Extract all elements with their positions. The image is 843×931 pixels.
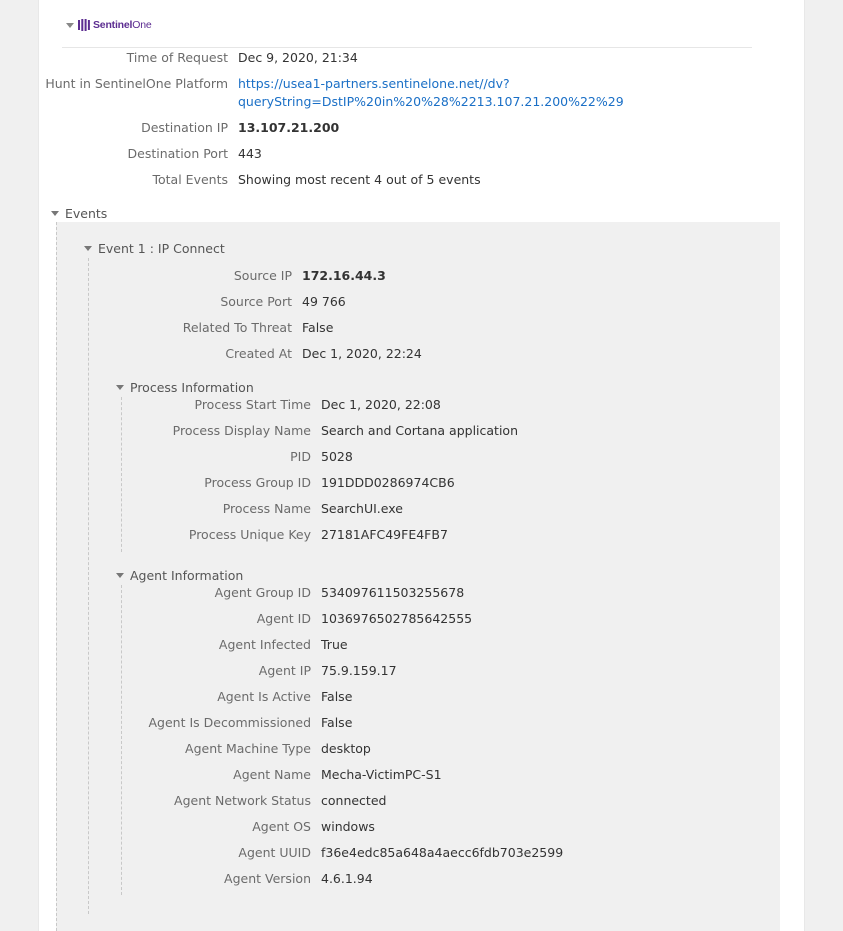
field-value: desktop (321, 741, 371, 756)
brand-header[interactable] (66, 14, 152, 36)
sentinelone-logo-icon (78, 19, 90, 31)
field-label: Agent ID (256, 611, 311, 626)
field-value: True (321, 637, 348, 652)
field-value: False (302, 320, 334, 335)
field-label: Process Unique Key (188, 527, 311, 542)
field-value: 534097611503255678 (321, 585, 465, 600)
sentinelone-logo (78, 19, 152, 31)
chevron-down-icon[interactable] (84, 246, 92, 251)
field-label: Agent Name (233, 767, 311, 782)
field-value: 4.6.1.94 (321, 871, 373, 886)
field-label: Source IP (233, 268, 292, 283)
events-section-toggle[interactable] (51, 204, 107, 222)
field-label: Source Port (220, 294, 292, 309)
header-divider (62, 47, 752, 48)
field-value: f36e4edc85a648a4aecc6fdb703e2599 (321, 845, 564, 860)
field-label: Agent Network Status (174, 793, 311, 808)
field-label: Time of Request (126, 50, 228, 65)
field-label: PID (290, 449, 311, 464)
field-value: 13.107.21.200 (238, 120, 340, 135)
field-label: Destination IP (141, 120, 228, 135)
chevron-down-icon[interactable] (116, 385, 124, 390)
process-info-title: Process Information (130, 379, 254, 395)
event-1-toggle[interactable] (84, 239, 225, 257)
field-label: Agent UUID (238, 845, 311, 860)
field-value: 27181AFC49FE4FB7 (321, 527, 448, 542)
hunt-link-line1[interactable]: https://usea1-partners.sentinelone.net//dv? (238, 76, 510, 91)
chevron-down-icon[interactable] (51, 211, 59, 216)
hunt-link-line2[interactable]: queryString=DstIP%20in%20%28%2213.107.21.200%22%29 (238, 94, 624, 109)
field-value: Dec 1, 2020, 22:08 (321, 397, 441, 412)
event-1-tree-line (88, 258, 89, 914)
field-value: Dec 9, 2020, 21:34 (238, 50, 358, 65)
field-label: Related To Threat (182, 320, 292, 335)
field-label: Created At (225, 346, 292, 361)
field-label: Agent Infected (218, 637, 311, 652)
field-label: Agent Group ID (214, 585, 311, 600)
field-label: Process Name (222, 501, 311, 516)
process-info-toggle[interactable] (116, 378, 254, 396)
events-section-label: Events (65, 205, 108, 221)
field-value: 49 766 (302, 294, 346, 309)
field-value: windows (321, 819, 375, 834)
field-label: Agent Is Decommissioned (148, 715, 311, 730)
field-value: False (321, 689, 353, 704)
collapse-caret-icon[interactable] (66, 23, 74, 28)
field-label: Agent Version (224, 871, 311, 886)
field-label: Agent Is Active (217, 689, 311, 704)
field-value: 5028 (321, 449, 353, 464)
field-value: Mecha-VictimPC-S1 (321, 767, 442, 782)
field-label: Agent OS (252, 819, 311, 834)
field-value: 1036976502785642555 (321, 611, 473, 626)
field-value: Showing most recent 4 out of 5 events (238, 172, 481, 187)
logo-text: SentinelOne (93, 19, 152, 31)
agent-info-toggle[interactable] (116, 566, 243, 584)
field-label: Agent Machine Type (185, 741, 311, 756)
field-value: 443 (238, 146, 262, 161)
field-label: Process Display Name (172, 423, 311, 438)
field-value: Dec 1, 2020, 22:24 (302, 346, 422, 361)
event-1-title: Event 1 : IP Connect (98, 240, 225, 256)
hunt-link[interactable] (238, 75, 624, 111)
field-value: 75.9.159.17 (321, 663, 397, 678)
field-value: 191DDD0286974CB6 (321, 475, 455, 490)
field-label: Total Events (152, 172, 228, 187)
field-value: 172.16.44.3 (302, 268, 386, 283)
chevron-down-icon[interactable] (116, 573, 124, 578)
field-label: Hunt in SentinelOne Platform (45, 76, 228, 91)
field-label: Process Start Time (194, 397, 311, 412)
agent-info-title: Agent Information (130, 567, 244, 583)
field-label: Agent IP (258, 663, 311, 678)
field-value: False (321, 715, 353, 730)
field-value: SearchUI.exe (321, 501, 403, 516)
field-value: connected (321, 793, 387, 808)
field-label: Process Group ID (204, 475, 311, 490)
field-value: Search and Cortana application (321, 423, 518, 438)
field-label: Destination Port (127, 146, 228, 161)
